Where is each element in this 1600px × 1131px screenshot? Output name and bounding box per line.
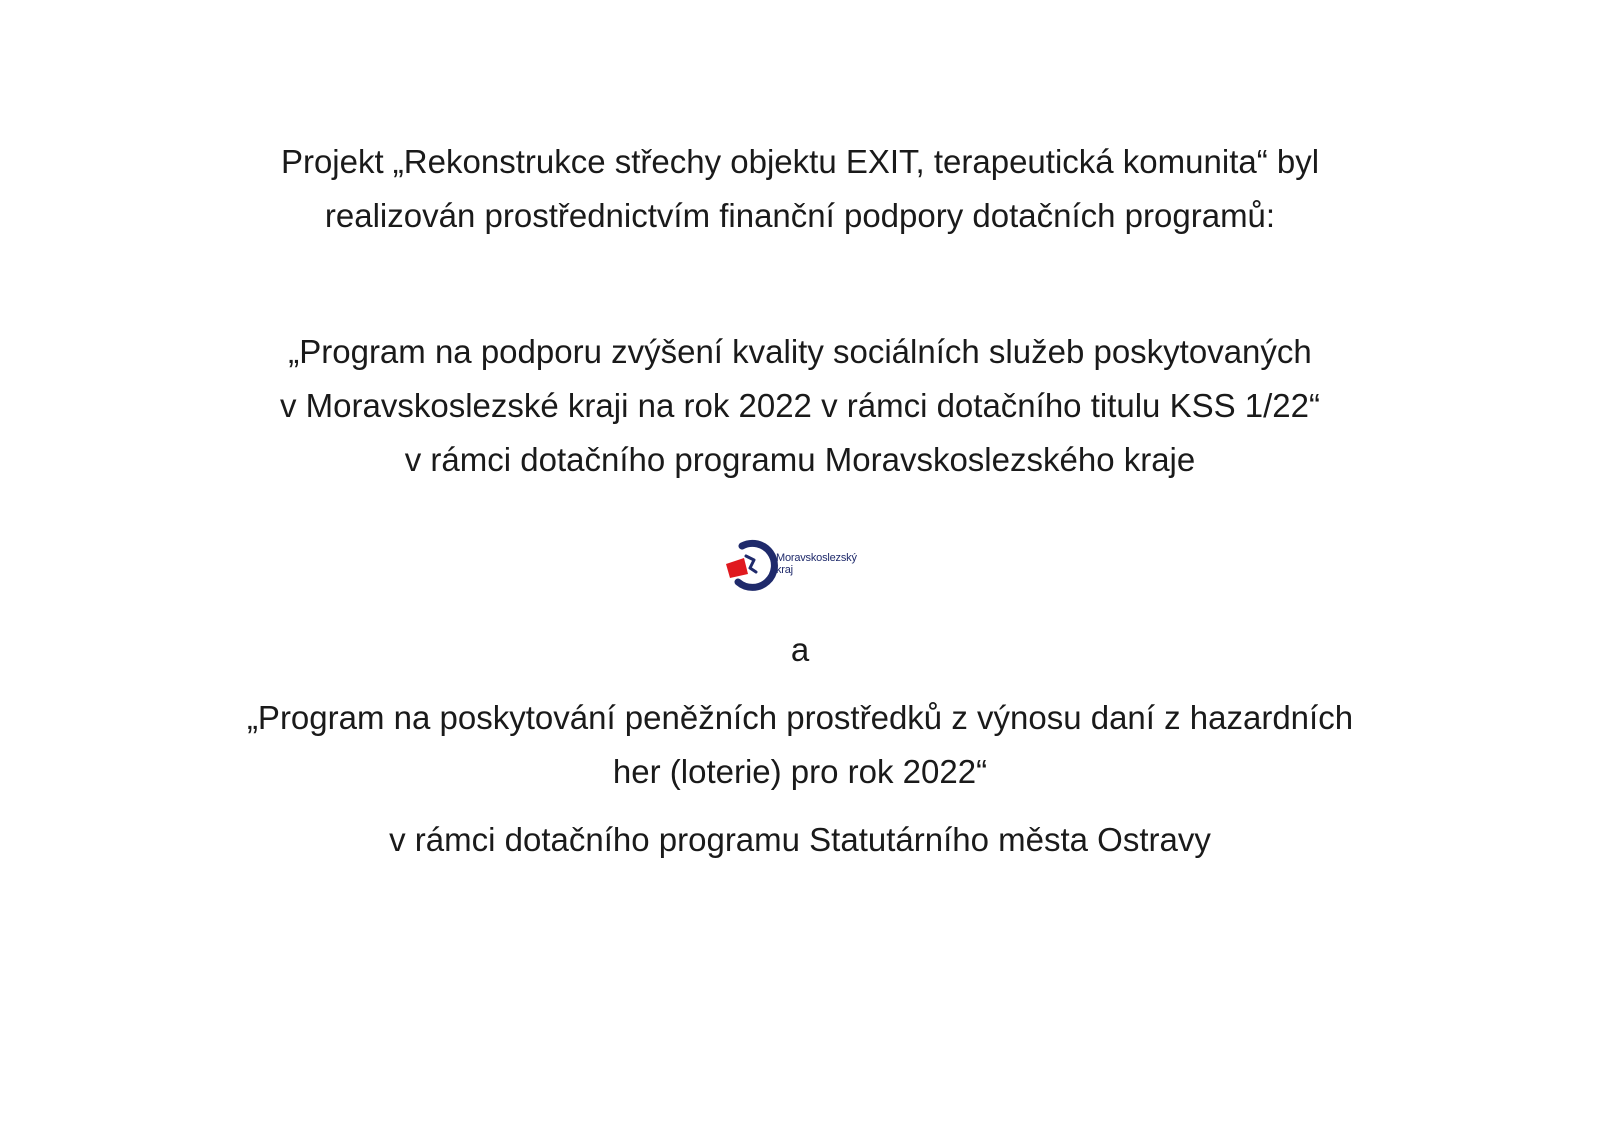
program1-line-2: v Moravskoslezské kraji na rok 2022 v rámci dotačního titulu KSS 1/22“ [280, 387, 1320, 424]
program2-line-2: her (loterie) pro rok 2022“ [612, 753, 988, 790]
intro-line-2: realizován prostřednictvím finanční podpory dotačních programů: [324, 197, 1276, 234]
program2-line-3: v rámci dotačního programu Statutárního města Ostravy [389, 821, 1211, 858]
program2-line-1: „Program na poskytování peněžních prostředků z výnosu daní z hazardních [246, 699, 1354, 736]
program1-line-1: „Program na podporu zvýšení kvality sociálních služeb poskytovaných [288, 333, 1312, 370]
moravskoslezsky-kraj-logo-icon [724, 538, 780, 594]
moravskoslezsky-kraj-logo [724, 538, 884, 594]
program1-line-3: v rámci dotačního programu Moravskoslezského kraje [404, 441, 1196, 478]
conjunction-text: a [790, 631, 810, 668]
intro-line-1: Projekt „Rekonstrukce střechy objektu EXIT, terapeutická komunita“ byl [280, 143, 1320, 180]
logo-wordmark: Moravskoslezský kraj [776, 552, 857, 576]
